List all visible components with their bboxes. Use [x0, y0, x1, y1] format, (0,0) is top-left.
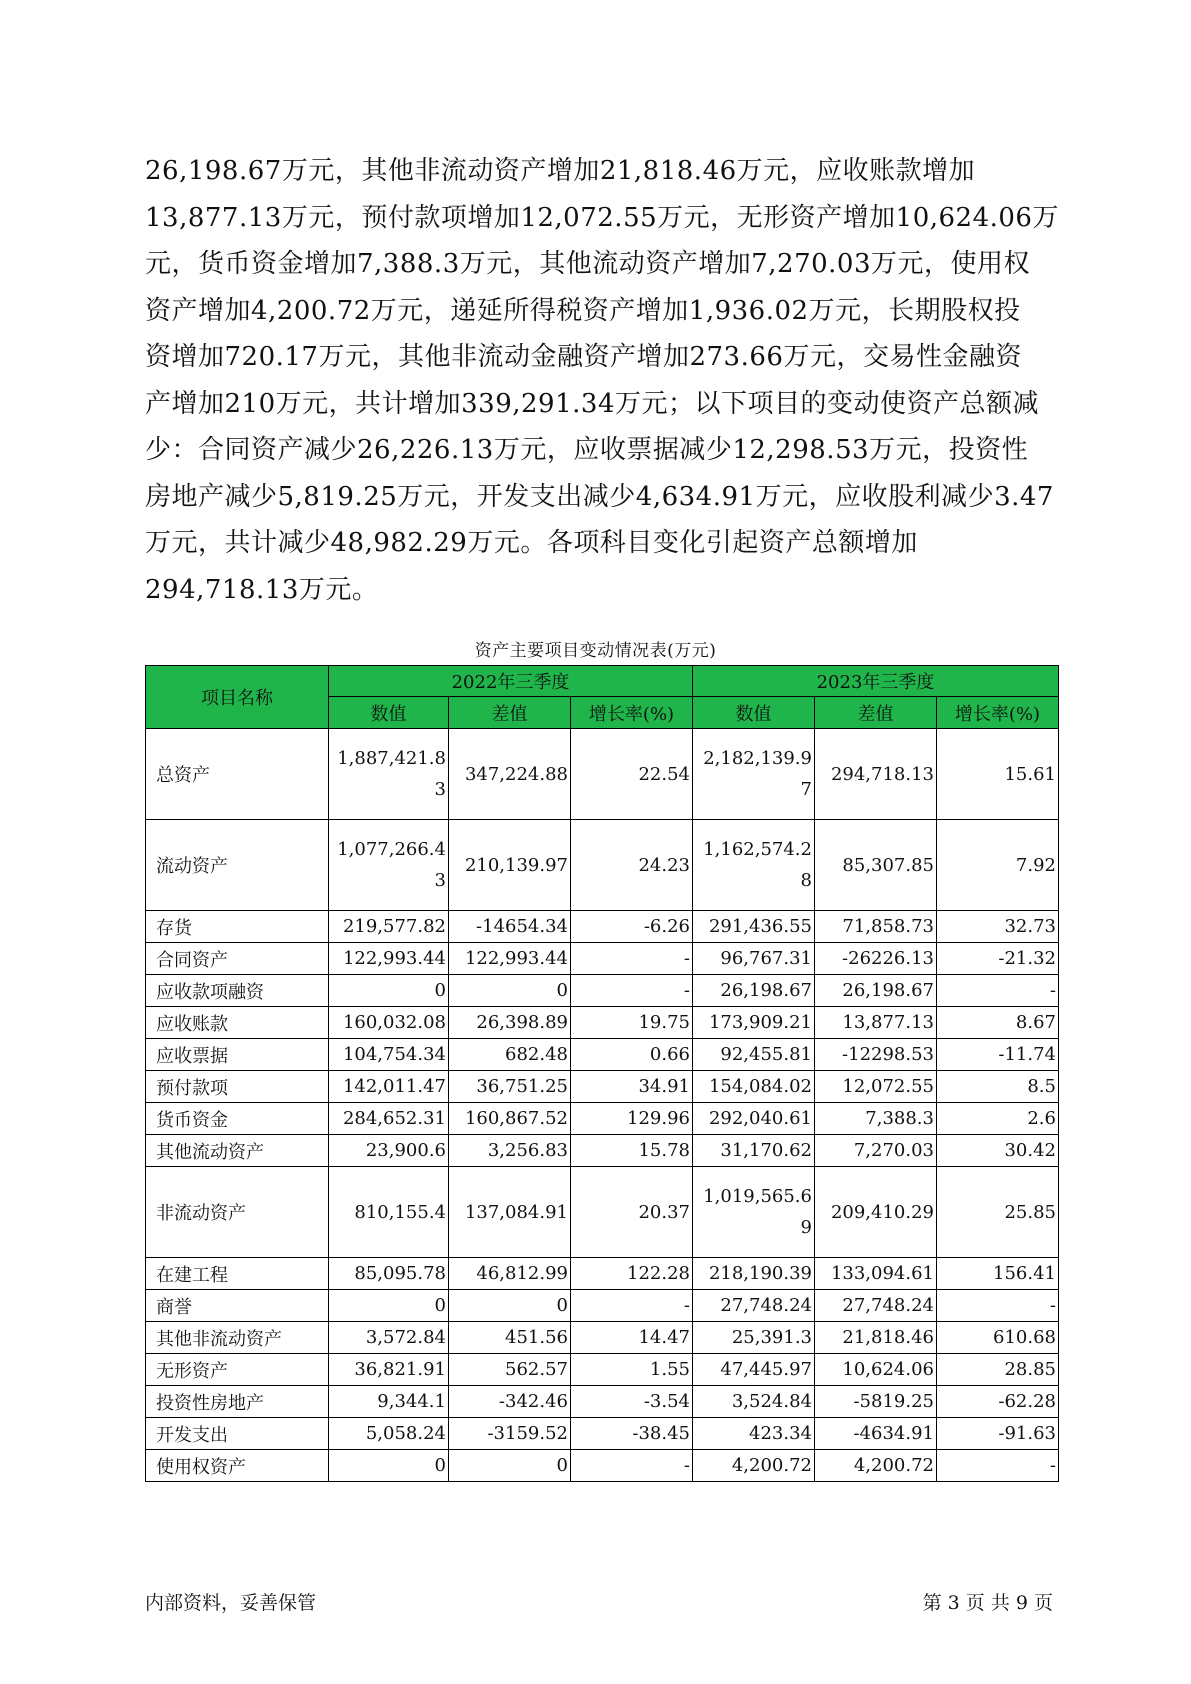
cell-diff-2022: 0 — [449, 975, 571, 1007]
table-body — [146, 729, 1059, 1482]
row-item-name: 非流动资产 — [146, 1167, 329, 1258]
cell-diff-2023: 294,718.13 — [815, 729, 937, 820]
cell-diff-2023: 12,072.55 — [815, 1071, 937, 1103]
cell-growth-2023: - — [937, 1290, 1059, 1322]
cell-diff-2023: 10,624.06 — [815, 1354, 937, 1386]
cell-diff-2022: 562.57 — [449, 1354, 571, 1386]
paragraph-line: 万元，共计减少48,982.29万元。各项科目变化引起资产总额增加 — [145, 528, 918, 558]
cell-value-2022: 810,155.4 — [329, 1167, 449, 1258]
cell-value-2023: 25,391.3 — [693, 1322, 815, 1354]
cell-diff-2023: 133,094.61 — [815, 1258, 937, 1290]
paragraph-line: 294,718.13万元。 — [145, 574, 379, 605]
cell-diff-2022: 137,084.91 — [449, 1167, 571, 1258]
cell-growth-2023: 28.85 — [937, 1354, 1059, 1386]
header-diff-2022: 差值 — [449, 697, 571, 729]
row-item-name: 商誉 — [146, 1290, 329, 1322]
cell-growth-2022: -6.26 — [571, 911, 693, 943]
cell-diff-2023: 13,877.13 — [815, 1007, 937, 1039]
cell-growth-2022: 14.47 — [571, 1322, 693, 1354]
table-row — [146, 1418, 1059, 1450]
cell-diff-2022: 26,398.89 — [449, 1007, 571, 1039]
cell-growth-2022: 15.78 — [571, 1135, 693, 1167]
row-item-name: 在建工程 — [146, 1258, 329, 1290]
cell-diff-2022: 0 — [449, 1290, 571, 1322]
cell-diff-2022: 46,812.99 — [449, 1258, 571, 1290]
table-row — [146, 1450, 1059, 1482]
cell-diff-2023: 27,748.24 — [815, 1290, 937, 1322]
cell-value-2023: 27,748.24 — [693, 1290, 815, 1322]
body-paragraph — [145, 148, 1059, 613]
header-value-2023: 数值 — [693, 697, 815, 729]
cell-diff-2023: 21,818.46 — [815, 1322, 937, 1354]
table-row — [146, 1258, 1059, 1290]
cell-diff-2023: -26226.13 — [815, 943, 937, 975]
header-growth-2023: 增长率(%) — [937, 697, 1059, 729]
cell-value-2022: 142,011.47 — [329, 1071, 449, 1103]
header-growth-2022: 增长率(%) — [571, 697, 693, 729]
header-diff-2023: 差值 — [815, 697, 937, 729]
cell-growth-2022: 22.54 — [571, 729, 693, 820]
cell-growth-2022: 129.96 — [571, 1103, 693, 1135]
header-item-name: 项目名称 — [146, 666, 329, 729]
paragraph-line: 产增加210万元，共计增加339,291.34万元；以下项目的变动使资产总额减 — [145, 388, 1039, 419]
asset-change-table — [145, 665, 1059, 1482]
cell-value-2023: 3,524.84 — [693, 1386, 815, 1418]
table-row — [146, 1167, 1059, 1258]
cell-value-2023: 47,445.97 — [693, 1354, 815, 1386]
cell-value-2022: 9,344.1 — [329, 1386, 449, 1418]
table-row — [146, 1007, 1059, 1039]
row-item-name: 无形资产 — [146, 1354, 329, 1386]
cell-value-2022: 1,077,266.43 — [329, 820, 449, 911]
cell-value-2023: 2,182,139.97 — [693, 729, 815, 820]
cell-value-2023: 1,019,565.69 — [693, 1167, 815, 1258]
cell-diff-2022: 210,139.97 — [449, 820, 571, 911]
cell-diff-2023: 85,307.85 — [815, 820, 937, 911]
table-row — [146, 1039, 1059, 1071]
cell-growth-2022: -38.45 — [571, 1418, 693, 1450]
cell-growth-2023: 8.67 — [937, 1007, 1059, 1039]
paragraph-line: 资产增加4,200.72万元，递延所得税资产增加1,936.02万元，长期股权投 — [145, 295, 1021, 326]
cell-value-2022: 122,993.44 — [329, 943, 449, 975]
cell-value-2022: 284,652.31 — [329, 1103, 449, 1135]
cell-growth-2023: -62.28 — [937, 1386, 1059, 1418]
footer-confidential-note: 内部资料，妥善保管 — [145, 1592, 317, 1614]
row-item-name: 使用权资产 — [146, 1450, 329, 1482]
cell-diff-2022: 451.56 — [449, 1322, 571, 1354]
row-item-name: 存货 — [146, 911, 329, 943]
table-row — [146, 975, 1059, 1007]
paragraph-line: 13,877.13万元，预付款项增加12,072.55万元，无形资产增加10,624.06万 — [145, 202, 1059, 233]
cell-growth-2022: 24.23 — [571, 820, 693, 911]
cell-diff-2022: 0 — [449, 1450, 571, 1482]
table-row — [146, 911, 1059, 943]
cell-value-2023: 154,084.02 — [693, 1071, 815, 1103]
table-row — [146, 1354, 1059, 1386]
cell-value-2022: 23,900.6 — [329, 1135, 449, 1167]
cell-diff-2023: -5819.25 — [815, 1386, 937, 1418]
table-row — [146, 1290, 1059, 1322]
row-item-name: 合同资产 — [146, 943, 329, 975]
cell-growth-2022: 1.55 — [571, 1354, 693, 1386]
row-item-name: 开发支出 — [146, 1418, 329, 1450]
cell-diff-2023: 26,198.67 — [815, 975, 937, 1007]
cell-growth-2023: -11.74 — [937, 1039, 1059, 1071]
cell-growth-2022: 19.75 — [571, 1007, 693, 1039]
table-row — [146, 729, 1059, 820]
cell-growth-2023: 156.41 — [937, 1258, 1059, 1290]
cell-growth-2022: - — [571, 1450, 693, 1482]
cell-value-2022: 104,754.34 — [329, 1039, 449, 1071]
cell-value-2022: 1,887,421.83 — [329, 729, 449, 820]
row-item-name: 其他流动资产 — [146, 1135, 329, 1167]
cell-value-2022: 36,821.91 — [329, 1354, 449, 1386]
cell-growth-2023: 7.92 — [937, 820, 1059, 911]
table-row — [146, 1386, 1059, 1418]
cell-growth-2022: 34.91 — [571, 1071, 693, 1103]
cell-growth-2023: 2.6 — [937, 1103, 1059, 1135]
cell-diff-2022: 347,224.88 — [449, 729, 571, 820]
paragraph-line: 资增加720.17万元，其他非流动金融资产增加273.66万元，交易性金融资 — [145, 342, 1022, 372]
table-row — [146, 1135, 1059, 1167]
cell-value-2023: 173,909.21 — [693, 1007, 815, 1039]
cell-value-2023: 92,455.81 — [693, 1039, 815, 1071]
cell-growth-2022: - — [571, 943, 693, 975]
cell-growth-2023: 32.73 — [937, 911, 1059, 943]
cell-value-2022: 0 — [329, 975, 449, 1007]
cell-value-2022: 3,572.84 — [329, 1322, 449, 1354]
cell-growth-2023: 610.68 — [937, 1322, 1059, 1354]
row-item-name: 应收款项融资 — [146, 975, 329, 1007]
cell-growth-2022: -3.54 — [571, 1386, 693, 1418]
table-caption: 资产主要项目变动情况表(万元) — [474, 641, 717, 661]
cell-value-2022: 0 — [329, 1450, 449, 1482]
header-period-2023: 2023年三季度 — [693, 666, 1059, 697]
cell-growth-2022: - — [571, 1290, 693, 1322]
cell-diff-2022: 3,256.83 — [449, 1135, 571, 1167]
cell-growth-2023: -21.32 — [937, 943, 1059, 975]
cell-value-2023: 291,436.55 — [693, 911, 815, 943]
row-item-name: 流动资产 — [146, 820, 329, 911]
cell-growth-2023: 25.85 — [937, 1167, 1059, 1258]
table-row — [146, 1322, 1059, 1354]
cell-growth-2023: 15.61 — [937, 729, 1059, 820]
row-item-name: 其他非流动资产 — [146, 1322, 329, 1354]
cell-diff-2023: -12298.53 — [815, 1039, 937, 1071]
paragraph-line: 少：合同资产减少26,226.13万元，应收票据减少12,298.53万元，投资性 — [145, 435, 1029, 465]
row-item-name: 预付款项 — [146, 1071, 329, 1103]
cell-value-2023: 218,190.39 — [693, 1258, 815, 1290]
cell-growth-2023: -91.63 — [937, 1418, 1059, 1450]
cell-value-2023: 31,170.62 — [693, 1135, 815, 1167]
cell-value-2022: 85,095.78 — [329, 1258, 449, 1290]
table-row — [146, 943, 1059, 975]
cell-growth-2023: - — [937, 975, 1059, 1007]
paragraph-line: 房地产减少5,819.25万元，开发支出减少4,634.91万元，应收股利减少3.47 — [145, 481, 1054, 512]
cell-diff-2022: -3159.52 — [449, 1418, 571, 1450]
cell-growth-2022: 122.28 — [571, 1258, 693, 1290]
cell-value-2022: 160,032.08 — [329, 1007, 449, 1039]
cell-growth-2022: 20.37 — [571, 1167, 693, 1258]
cell-value-2023: 96,767.31 — [693, 943, 815, 975]
cell-value-2023: 26,198.67 — [693, 975, 815, 1007]
cell-value-2023: 292,040.61 — [693, 1103, 815, 1135]
cell-diff-2023: 4,200.72 — [815, 1450, 937, 1482]
cell-growth-2022: 0.66 — [571, 1039, 693, 1071]
cell-value-2022: 219,577.82 — [329, 911, 449, 943]
cell-diff-2023: 209,410.29 — [815, 1167, 937, 1258]
cell-diff-2022: -342.46 — [449, 1386, 571, 1418]
table-row — [146, 820, 1059, 911]
row-item-name: 应收票据 — [146, 1039, 329, 1071]
cell-diff-2022: 160,867.52 — [449, 1103, 571, 1135]
cell-diff-2022: -14654.34 — [449, 911, 571, 943]
row-item-name: 应收账款 — [146, 1007, 329, 1039]
table-row — [146, 1103, 1059, 1135]
row-item-name: 投资性房地产 — [146, 1386, 329, 1418]
cell-diff-2022: 682.48 — [449, 1039, 571, 1071]
cell-value-2023: 423.34 — [693, 1418, 815, 1450]
cell-growth-2023: 30.42 — [937, 1135, 1059, 1167]
cell-value-2023: 4,200.72 — [693, 1450, 815, 1482]
paragraph-line: 元，货币资金增加7,388.3万元，其他流动资产增加7,270.03万元，使用权 — [145, 249, 1031, 279]
cell-diff-2023: 7,270.03 — [815, 1135, 937, 1167]
cell-growth-2023: - — [937, 1450, 1059, 1482]
cell-growth-2023: 8.5 — [937, 1071, 1059, 1103]
cell-diff-2022: 122,993.44 — [449, 943, 571, 975]
table-row — [146, 1071, 1059, 1103]
cell-diff-2022: 36,751.25 — [449, 1071, 571, 1103]
cell-diff-2023: 7,388.3 — [815, 1103, 937, 1135]
footer-page-number: 第 3 页 共 9 页 — [922, 1592, 1053, 1614]
cell-diff-2023: -4634.91 — [815, 1418, 937, 1450]
cell-value-2022: 0 — [329, 1290, 449, 1322]
header-value-2022: 数值 — [329, 697, 449, 729]
cell-growth-2022: - — [571, 975, 693, 1007]
cell-value-2023: 1,162,574.28 — [693, 820, 815, 911]
header-period-2022: 2022年三季度 — [329, 666, 693, 697]
row-item-name: 货币资金 — [146, 1103, 329, 1135]
cell-diff-2023: 71,858.73 — [815, 911, 937, 943]
cell-value-2022: 5,058.24 — [329, 1418, 449, 1450]
row-item-name: 总资产 — [146, 729, 329, 820]
paragraph-line: 26,198.67万元，其他非流动资产增加21,818.46万元，应收账款增加 — [145, 156, 976, 186]
